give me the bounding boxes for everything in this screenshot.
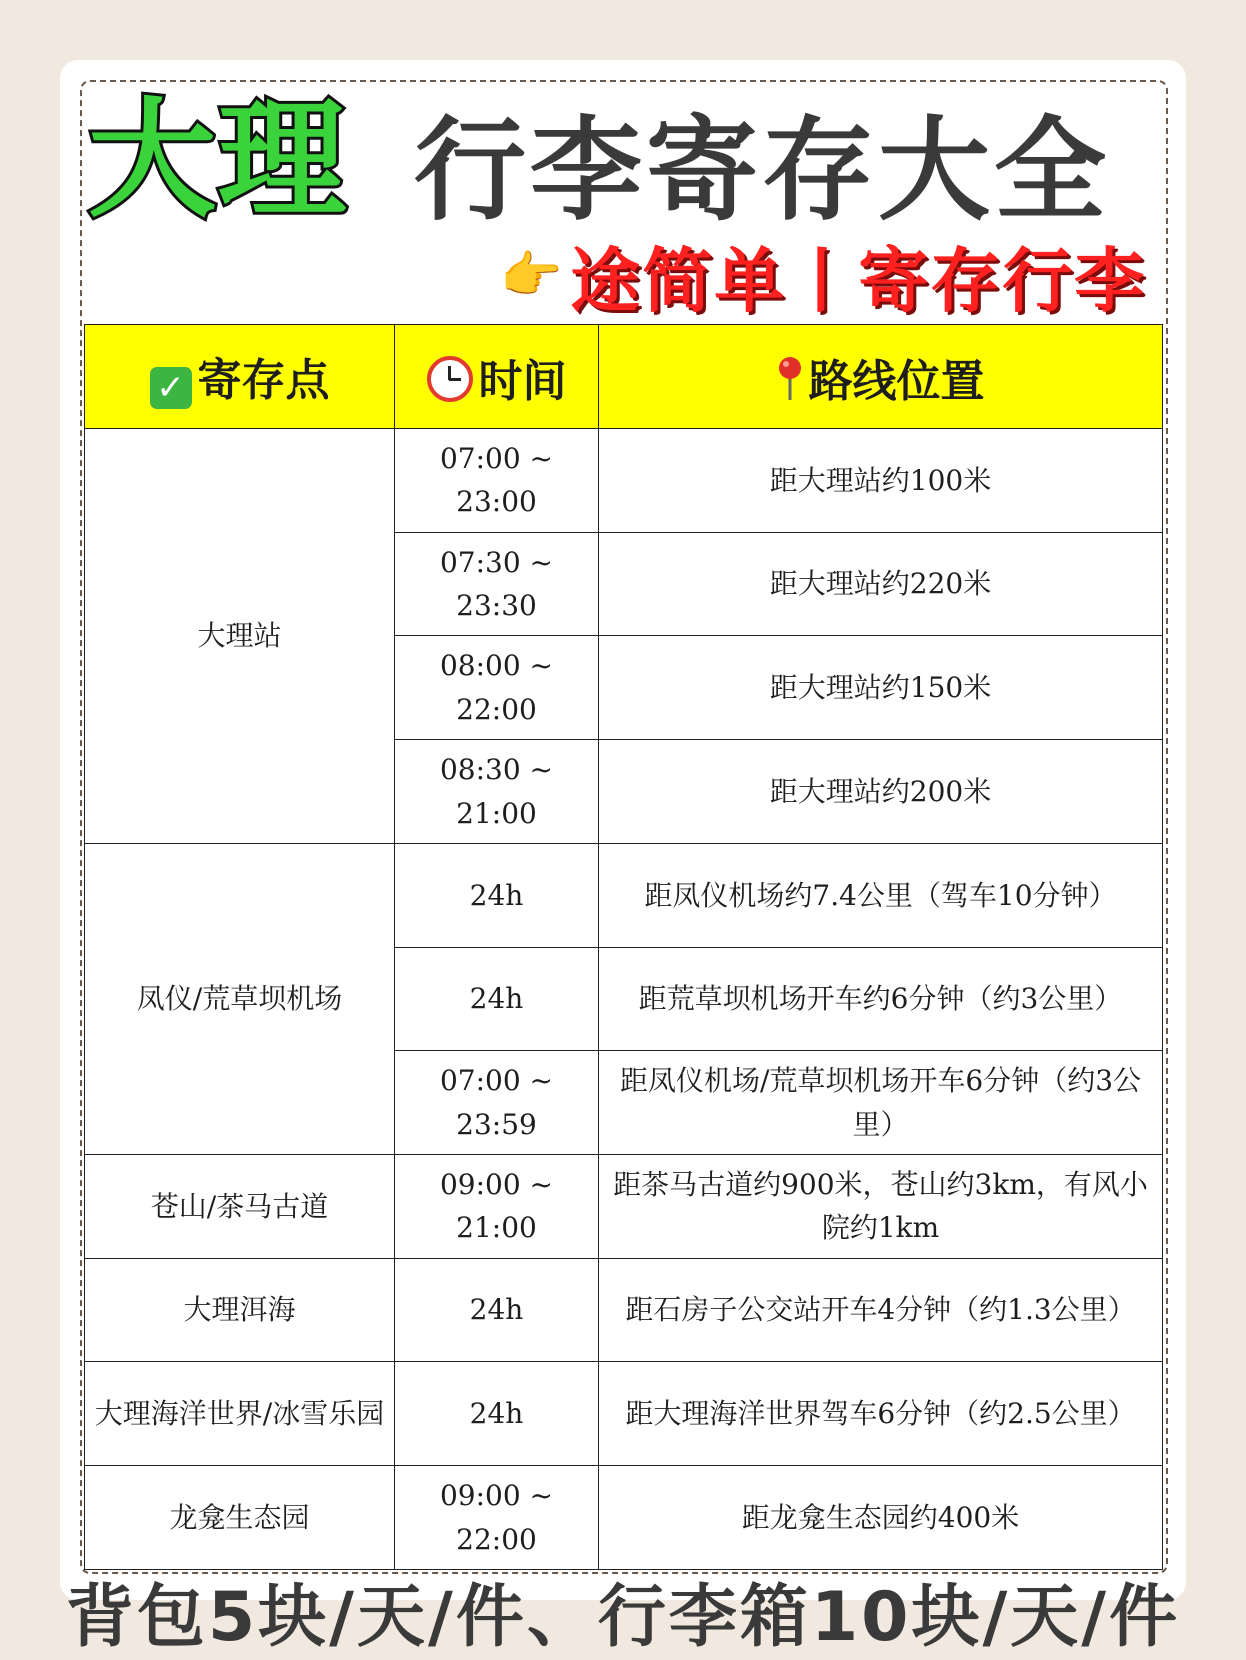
location-cell: 距大理站约200米 bbox=[599, 740, 1163, 844]
pin-icon bbox=[777, 356, 803, 400]
location-cell: 距大理站约100米 bbox=[599, 429, 1163, 533]
location-cell: 距茶马古道约900米，苍山约3km，有风小院约1km bbox=[599, 1155, 1163, 1259]
time-cell: 24h bbox=[395, 1362, 599, 1466]
location-cell: 距大理站约220米 bbox=[599, 532, 1163, 636]
location-cell: 距龙龛生态园约400米 bbox=[599, 1466, 1163, 1570]
location-cell: 距石房子公交站开车4分钟（约1.3公里） bbox=[599, 1258, 1163, 1362]
table-row bbox=[85, 1362, 1163, 1466]
header-place bbox=[85, 325, 395, 429]
location-cell: 距凤仪机场/荒草坝机场开车6分钟（约3公里） bbox=[599, 1051, 1163, 1155]
location-cell: 距大理海洋世界驾车6分钟（约2.5公里） bbox=[599, 1362, 1163, 1466]
location-cell: 距荒草坝机场开车约6分钟（约3公里） bbox=[599, 947, 1163, 1051]
alarm-clock-icon bbox=[427, 356, 473, 402]
place-cell: 凤仪/荒草坝机场 bbox=[85, 843, 395, 1154]
time-cell: 09:00 ~ 22:00 bbox=[395, 1466, 599, 1570]
title-block bbox=[84, 86, 1164, 246]
table-header-row bbox=[85, 325, 1163, 429]
place-cell: 龙龛生态园 bbox=[85, 1466, 395, 1570]
time-cell: 09:00 ~ 21:00 bbox=[395, 1155, 599, 1259]
time-cell: 24h bbox=[395, 1258, 599, 1362]
check-mark-icon: ✓ bbox=[150, 367, 192, 409]
price-footer: 背包5块/天/件、行李箱10块/天/件 bbox=[65, 1578, 1181, 1657]
place-cell: 苍山/茶马古道 bbox=[85, 1155, 395, 1259]
place-cell: 大理海洋世界/冰雪乐园 bbox=[85, 1362, 395, 1466]
time-cell: 07:00 ~ 23:59 bbox=[395, 1051, 599, 1155]
title-main: 行李寄存大全 bbox=[414, 106, 1110, 236]
header-time-label: 时间 bbox=[478, 355, 567, 407]
header-time bbox=[395, 325, 599, 429]
time-cell: 07:00 ~ 23:00 bbox=[395, 429, 599, 533]
pointing-hand-icon: 👉 bbox=[500, 246, 563, 304]
table-row bbox=[85, 1258, 1163, 1362]
title-city: 大理 bbox=[88, 86, 349, 235]
location-cell: 距大理站约150米 bbox=[599, 636, 1163, 740]
subtitle-line bbox=[500, 235, 1147, 322]
header-place-label: 寄存点 bbox=[197, 355, 330, 406]
time-cell: 24h bbox=[395, 947, 599, 1051]
place-cell: 大理站 bbox=[85, 429, 395, 844]
time-cell: 24h bbox=[395, 843, 599, 947]
time-cell: 08:30 ~ 21:00 bbox=[395, 740, 599, 844]
header-location-label: 路线位置 bbox=[808, 355, 985, 407]
place-cell: 大理洱海 bbox=[85, 1258, 395, 1362]
header-location bbox=[599, 325, 1163, 429]
location-cell: 距凤仪机场约7.4公里（驾车10分钟） bbox=[599, 843, 1163, 947]
time-cell: 08:00 ~ 22:00 bbox=[395, 636, 599, 740]
table-row bbox=[85, 429, 1163, 533]
table-row bbox=[85, 843, 1163, 947]
subtitle-text: 途简单丨寄存行李 bbox=[570, 239, 1147, 322]
time-cell: 07:30 ~ 23:30 bbox=[395, 532, 599, 636]
table-row bbox=[85, 1466, 1163, 1570]
table-row bbox=[85, 1155, 1163, 1259]
storage-table bbox=[84, 324, 1163, 1570]
